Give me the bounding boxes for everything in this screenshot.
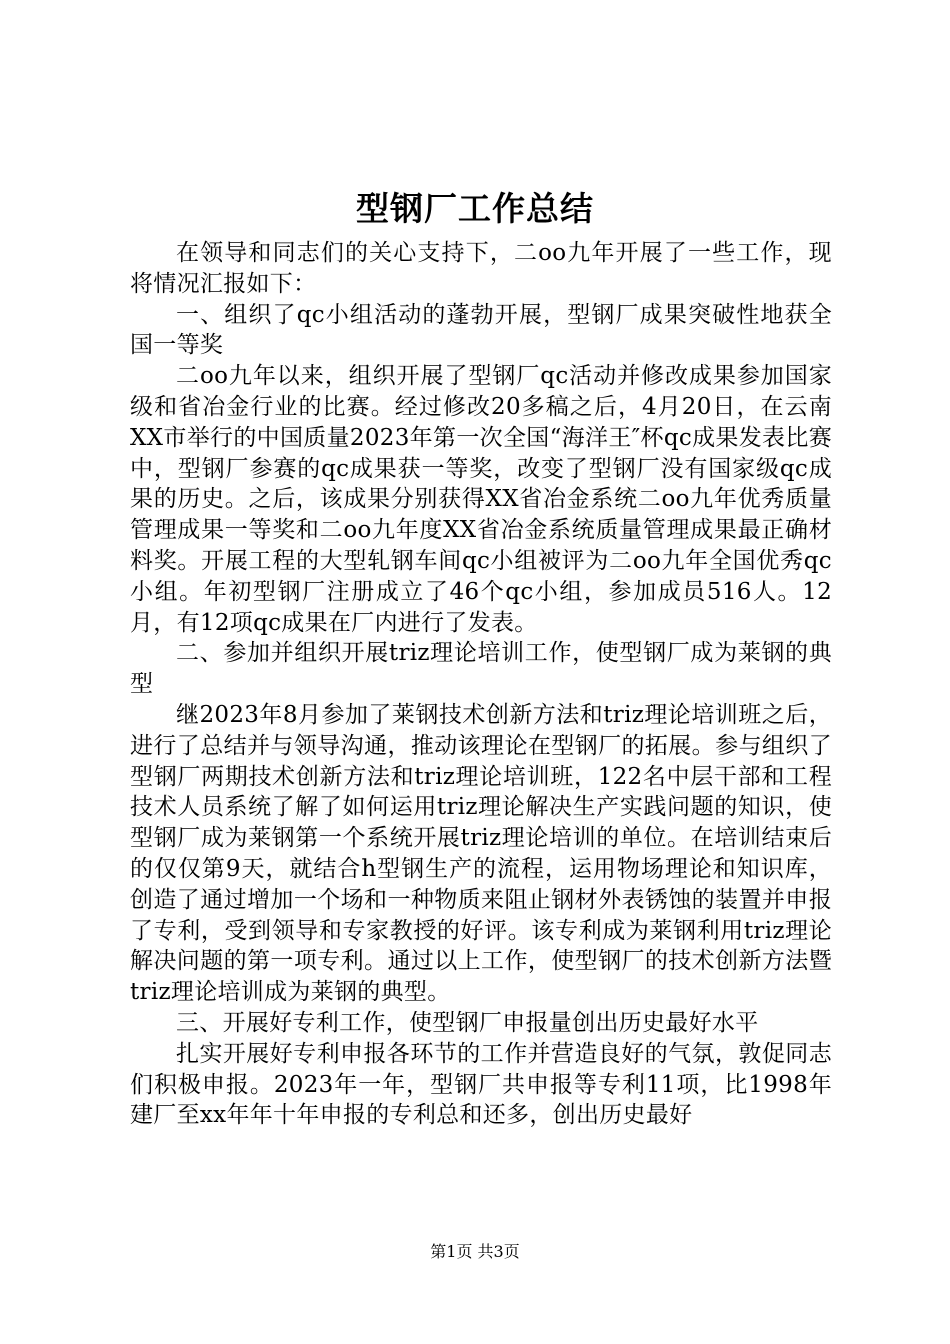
document-title: 型钢厂工作总结 bbox=[356, 189, 594, 228]
paragraph-section-2: 继2023年8月参加了莱钢技术创新方法和triz理论培训班之后，进行了总结并与领导沟通，推动该理论在型钢厂的拓展。参与组织了型钢厂两期技术创新方法和triz理论培训班，122名中层干部和工程技术人员系统了解了如何运用triz理论解决生产实践问题的知识，使型钢厂成为莱钢第一个系统开展triz理论培训的单位。在培训结束后的仅仅第9天，就结合h型钢生产的流程，运用物场理论和知识库，创造了通过增加一个场和一种物质来阻止钢材外表锈蚀的装置并申报了专利，受到领导和专家教授的好评。该专利成为莱钢利用triz理论解决问题的第一项专利。通过以上工作，使型钢厂的技术创新方法暨triz理论培训成为莱钢的典型。 bbox=[130, 701, 832, 1006]
paragraph-section-3: 扎实开展好专利申报各环节的工作并营造良好的气氛，敦促同志们积极申报。2023年一年，型钢厂共申报等专利11项，比1998年建厂至xx年年十年申报的专利总和还多，创出历史最好 bbox=[130, 1040, 832, 1129]
document-body bbox=[130, 238, 832, 1131]
paragraph-section-1: 二oo九年以来，组织开展了型钢厂qc活动并修改成果参加国家级和省冶金行业的比赛。经过修改20多稿之后，4月20日，在云南XX市举行的中国质量2023年第一次全国“海洋王″杯qc成果发表比赛中，型钢厂参赛的qc成果获一等奖，改变了型钢厂没有国家级qc成果的历史。之后，该成果分别获得XX省冶金系统二oo九年优秀质量管理成果一等奖和二oo九年度XX省冶金系统质量管理成果最正确材料奖。开展工程的大型轧钢车间qc小组被评为二oo九年全国优秀qc小组。年初型钢厂注册成立了46个qc小组，参加成员516人。12月，有12项qc成果在厂内进行了发表。 bbox=[130, 363, 832, 636]
section-heading-2: 二、参加并组织开展triz理论培训工作，使型钢厂成为莱钢的典型 bbox=[130, 640, 832, 698]
paragraph-intro: 在领导和同志们的关心支持下，二oo九年开展了一些工作，现将情况汇报如下： bbox=[130, 240, 832, 297]
section-heading-1: 一、组织了qc小组活动的蓬勃开展，型钢厂成果突破性地获全国一等奖 bbox=[130, 301, 832, 359]
page-number-footer: 第1页 共3页 bbox=[430, 1242, 520, 1261]
section-heading-3: 三、开展好专利工作，使型钢厂申报量创出历史最好水平 bbox=[176, 1009, 759, 1036]
